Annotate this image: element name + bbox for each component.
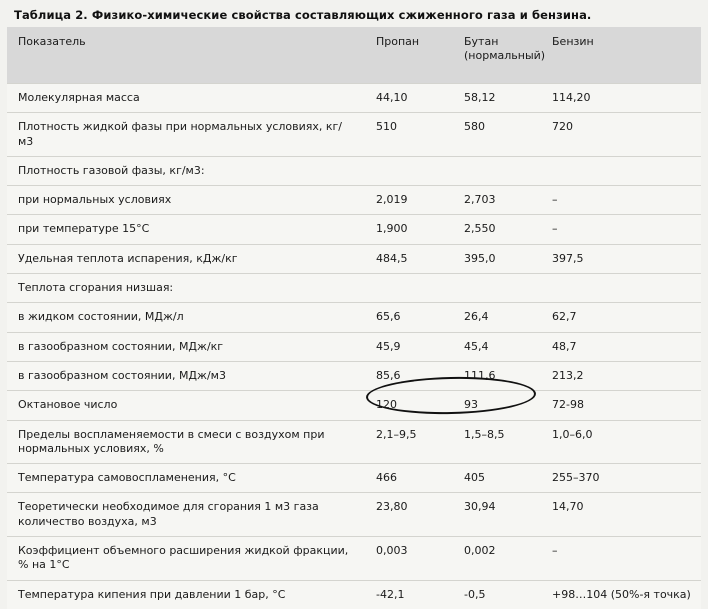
cell-propane: 1,900 (365, 215, 453, 244)
table-row (7, 84, 701, 113)
cell-propane: 2,019 (365, 186, 453, 215)
table-row (7, 113, 701, 157)
table-row (7, 361, 701, 390)
table-row (7, 391, 701, 420)
cell-butane: 26,4 (453, 303, 541, 332)
row-label: Пределы воспламеняемости в смеси с воздухом при нормальных условиях, % (7, 420, 365, 464)
table-row (7, 303, 701, 332)
table-row (7, 493, 701, 537)
column-header-butane: Бутан (нормальный) (453, 27, 541, 84)
row-label: Теплота сгорания низшая: (7, 274, 365, 303)
column-header-indicator: Показатель (7, 27, 365, 84)
cell-butane: 1,5–8,5 (453, 420, 541, 464)
table-row (7, 580, 701, 609)
table-row (7, 332, 701, 361)
cell-petrol: – (541, 537, 701, 581)
cell-butane: 0,002 (453, 537, 541, 581)
cell-petrol: 114,20 (541, 84, 701, 113)
cell-propane: 0,003 (365, 537, 453, 581)
cell-petrol: – (541, 186, 701, 215)
cell-propane: 466 (365, 464, 453, 493)
cell-butane (453, 156, 541, 185)
cell-propane: 23,80 (365, 493, 453, 537)
cell-propane: 510 (365, 113, 453, 157)
row-label: Октановое число (7, 391, 365, 420)
row-label: Теоретически необходимое для сгорания 1 м3 газа количество воздуха, м3 (7, 493, 365, 537)
table-row (7, 215, 701, 244)
cell-petrol: – (541, 215, 701, 244)
cell-butane: 395,0 (453, 244, 541, 273)
column-header-petrol: Бензин (541, 27, 701, 84)
table-row (7, 537, 701, 581)
row-label: в газообразном состоянии, МДж/м3 (7, 361, 365, 390)
table-body (7, 84, 701, 609)
cell-petrol: 397,5 (541, 244, 701, 273)
row-label: Коэффициент объемного расширения жидкой фракции, % на 1°С (7, 537, 365, 581)
cell-butane: 2,703 (453, 186, 541, 215)
cell-petrol (541, 156, 701, 185)
cell-butane: 405 (453, 464, 541, 493)
cell-petrol: 1,0–6,0 (541, 420, 701, 464)
cell-butane: 2,550 (453, 215, 541, 244)
cell-petrol: 213,2 (541, 361, 701, 390)
table-row (7, 186, 701, 215)
cell-propane: 2,1–9,5 (365, 420, 453, 464)
row-label: Плотность жидкой фазы при нормальных условиях, кг/м3 (7, 113, 365, 157)
cell-propane (365, 274, 453, 303)
table-caption: Таблица 2. Физико-химические свойства составляющих сжиженного газа и бензина. (14, 8, 592, 22)
column-header-propane: Пропан (365, 27, 453, 84)
cell-petrol (541, 274, 701, 303)
table-group-row (7, 274, 701, 303)
cell-petrol: 720 (541, 113, 701, 157)
cell-petrol: +98…104 (50%-я точка) (541, 580, 701, 609)
cell-propane: 120 (365, 391, 453, 420)
cell-butane: -0,5 (453, 580, 541, 609)
cell-propane (365, 156, 453, 185)
cell-butane: 30,94 (453, 493, 541, 537)
cell-propane: 45,9 (365, 332, 453, 361)
row-label: в жидком состоянии, МДж/л (7, 303, 365, 332)
cell-propane: -42,1 (365, 580, 453, 609)
table-row (7, 464, 701, 493)
cell-butane (453, 274, 541, 303)
cell-petrol: 14,70 (541, 493, 701, 537)
cell-propane: 65,6 (365, 303, 453, 332)
cell-petrol: 62,7 (541, 303, 701, 332)
cell-petrol: 72-98 (541, 391, 701, 420)
cell-butane: 58,12 (453, 84, 541, 113)
row-label: в газообразном состоянии, МДж/кг (7, 332, 365, 361)
cell-petrol: 255–370 (541, 464, 701, 493)
cell-propane: 484,5 (365, 244, 453, 273)
table-row-flammability-limits (7, 420, 701, 464)
properties-table (7, 27, 701, 609)
cell-butane: 45,4 (453, 332, 541, 361)
table-group-row (7, 156, 701, 185)
table-header (7, 27, 701, 84)
row-label: Плотность газовой фазы, кг/м3: (7, 156, 365, 185)
row-label: при температуре 15°С (7, 215, 365, 244)
cell-butane: 93 (453, 391, 541, 420)
cell-butane: 580 (453, 113, 541, 157)
row-label: при нормальных условиях (7, 186, 365, 215)
row-label: Температура самовоспламенения, °С (7, 464, 365, 493)
table-header-row (7, 27, 701, 84)
table-row (7, 244, 701, 273)
cell-petrol: 48,7 (541, 332, 701, 361)
row-label: Молекулярная масса (7, 84, 365, 113)
row-label: Удельная теплота испарения, кДж/кг (7, 244, 365, 273)
cell-propane: 44,10 (365, 84, 453, 113)
row-label: Температура кипения при давлении 1 бар, °С (7, 580, 365, 609)
cell-butane: 111,6 (453, 361, 541, 390)
cell-propane: 85,6 (365, 361, 453, 390)
